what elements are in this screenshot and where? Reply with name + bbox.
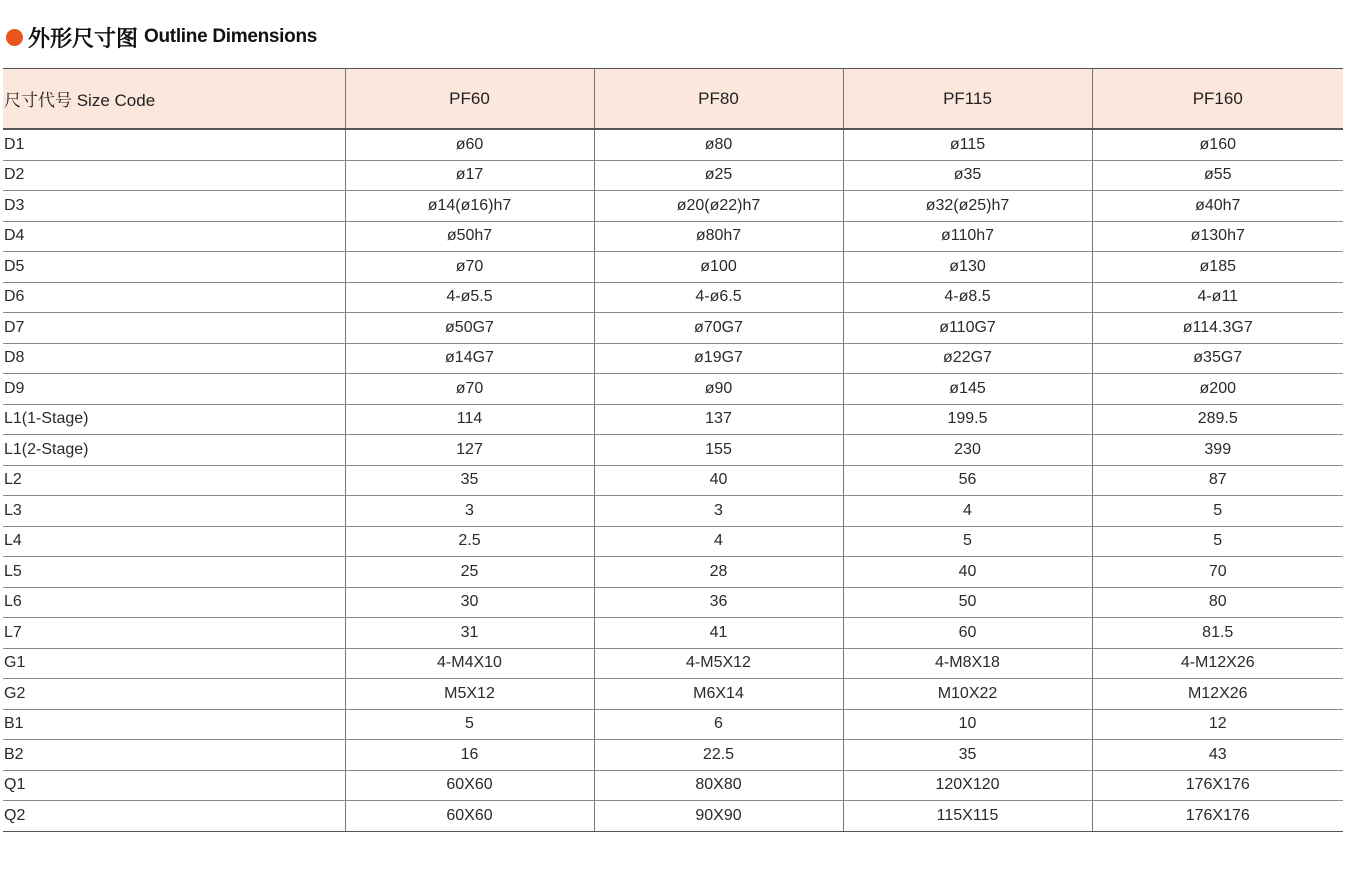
table-row <box>3 587 1343 618</box>
table-cell: ø130 <box>843 252 1092 283</box>
table-cell: 4 <box>594 526 843 557</box>
table-cell: ø145 <box>843 374 1092 405</box>
table-row <box>3 648 1343 679</box>
table-cell: 4-ø5.5 <box>345 282 594 313</box>
table-cell: 5 <box>843 526 1092 557</box>
table-cell: ø70 <box>345 374 594 405</box>
table-cell: 80X80 <box>594 770 843 801</box>
table-row <box>3 404 1343 435</box>
header-model-1: PF60 <box>345 69 594 130</box>
table-cell: ø70 <box>345 252 594 283</box>
table-row <box>3 343 1343 374</box>
table-cell: 3 <box>345 496 594 527</box>
table-cell: ø80 <box>594 129 843 160</box>
row-label: L5 <box>3 557 345 588</box>
table-cell: ø110h7 <box>843 221 1092 252</box>
table-cell: ø100 <box>594 252 843 283</box>
table-cell: ø35 <box>843 160 1092 191</box>
table-cell: 35 <box>843 740 1092 771</box>
title-english: Outline Dimensions <box>144 26 318 47</box>
table-cell: ø17 <box>345 160 594 191</box>
table-cell: 80 <box>1092 587 1343 618</box>
table-row <box>3 557 1343 588</box>
table-cell: ø115 <box>843 129 1092 160</box>
header-model-2: PF80 <box>594 69 843 130</box>
table-cell: ø14(ø16)h7 <box>345 191 594 222</box>
dimensions-table <box>3 68 1343 832</box>
table-cell: M12X26 <box>1092 679 1343 710</box>
row-label: D2 <box>3 160 345 191</box>
table-header <box>3 69 1343 130</box>
section-title <box>6 22 317 52</box>
table-cell: 36 <box>594 587 843 618</box>
table-cell: 10 <box>843 709 1092 740</box>
header-row <box>3 69 1343 130</box>
row-label: B2 <box>3 740 345 771</box>
table-cell: ø20(ø22)h7 <box>594 191 843 222</box>
row-label: G2 <box>3 679 345 710</box>
table-cell: 70 <box>1092 557 1343 588</box>
row-label: L3 <box>3 496 345 527</box>
table-cell: 199.5 <box>843 404 1092 435</box>
row-label: D1 <box>3 129 345 160</box>
row-label: L1(1-Stage) <box>3 404 345 435</box>
orange-bullet-icon <box>6 29 23 46</box>
table-cell: 4-ø6.5 <box>594 282 843 313</box>
row-label: B1 <box>3 709 345 740</box>
table-cell: 5 <box>1092 496 1343 527</box>
header-model-4: PF160 <box>1092 69 1343 130</box>
table-cell: ø200 <box>1092 374 1343 405</box>
table-cell: 6 <box>594 709 843 740</box>
table-cell: ø25 <box>594 160 843 191</box>
table-row <box>3 435 1343 466</box>
table-cell: 25 <box>345 557 594 588</box>
table-cell: 5 <box>1092 526 1343 557</box>
table-cell: 4-M8X18 <box>843 648 1092 679</box>
table-cell: 4-ø11 <box>1092 282 1343 313</box>
table-row <box>3 160 1343 191</box>
table-row <box>3 129 1343 160</box>
table-cell: ø130h7 <box>1092 221 1343 252</box>
table-cell: 4-M5X12 <box>594 648 843 679</box>
row-label: Q2 <box>3 801 345 832</box>
table-cell: 87 <box>1092 465 1343 496</box>
table-body <box>3 129 1343 831</box>
table-cell: ø35G7 <box>1092 343 1343 374</box>
table-cell: 5 <box>345 709 594 740</box>
table-cell: ø160 <box>1092 129 1343 160</box>
table-row <box>3 282 1343 313</box>
table-cell: ø32(ø25)h7 <box>843 191 1092 222</box>
table-cell: ø50G7 <box>345 313 594 344</box>
table-cell: 16 <box>345 740 594 771</box>
table-row <box>3 374 1343 405</box>
row-label: D3 <box>3 191 345 222</box>
table-cell: ø14G7 <box>345 343 594 374</box>
table-cell: 22.5 <box>594 740 843 771</box>
table-row <box>3 496 1343 527</box>
row-label: L4 <box>3 526 345 557</box>
table-row <box>3 313 1343 344</box>
table-cell: 114 <box>345 404 594 435</box>
table-cell: 4-ø8.5 <box>843 282 1092 313</box>
table-cell: 60X60 <box>345 770 594 801</box>
header-size-code: 尺寸代号 Size Code <box>3 69 345 130</box>
table-cell: ø22G7 <box>843 343 1092 374</box>
table-cell: 28 <box>594 557 843 588</box>
table-cell: 4 <box>843 496 1092 527</box>
header-model-3: PF115 <box>843 69 1092 130</box>
row-label: L7 <box>3 618 345 649</box>
table-cell: 4-M4X10 <box>345 648 594 679</box>
table-row <box>3 252 1343 283</box>
table-cell: ø110G7 <box>843 313 1092 344</box>
table-cell: 50 <box>843 587 1092 618</box>
table-cell: M6X14 <box>594 679 843 710</box>
table-cell: 289.5 <box>1092 404 1343 435</box>
table-row <box>3 465 1343 496</box>
table-cell: 4-M12X26 <box>1092 648 1343 679</box>
table-row <box>3 770 1343 801</box>
table-cell: ø90 <box>594 374 843 405</box>
row-label: D4 <box>3 221 345 252</box>
table-cell: M10X22 <box>843 679 1092 710</box>
row-label: Q1 <box>3 770 345 801</box>
row-label: G1 <box>3 648 345 679</box>
row-label: L1(2-Stage) <box>3 435 345 466</box>
table-cell: ø60 <box>345 129 594 160</box>
table-cell: ø70G7 <box>594 313 843 344</box>
row-label: L6 <box>3 587 345 618</box>
table-row <box>3 221 1343 252</box>
table-row <box>3 618 1343 649</box>
table-row <box>3 191 1343 222</box>
table-cell: 60X60 <box>345 801 594 832</box>
table-cell: 30 <box>345 587 594 618</box>
table-row <box>3 801 1343 832</box>
row-label: D9 <box>3 374 345 405</box>
row-label: D5 <box>3 252 345 283</box>
table-cell: 31 <box>345 618 594 649</box>
table-row <box>3 526 1343 557</box>
table-cell: 40 <box>843 557 1092 588</box>
table-cell: ø50h7 <box>345 221 594 252</box>
table-row <box>3 740 1343 771</box>
table-cell: 40 <box>594 465 843 496</box>
table-cell: ø114.3G7 <box>1092 313 1343 344</box>
table-cell: 12 <box>1092 709 1343 740</box>
table-cell: ø19G7 <box>594 343 843 374</box>
table-cell: 137 <box>594 404 843 435</box>
table-cell: 115X115 <box>843 801 1092 832</box>
table-cell: 120X120 <box>843 770 1092 801</box>
table-cell: 2.5 <box>345 526 594 557</box>
table-cell: 155 <box>594 435 843 466</box>
table-cell: ø55 <box>1092 160 1343 191</box>
row-label: L2 <box>3 465 345 496</box>
table-cell: 90X90 <box>594 801 843 832</box>
table-cell: 35 <box>345 465 594 496</box>
table-cell: ø185 <box>1092 252 1343 283</box>
row-label: D8 <box>3 343 345 374</box>
table-cell: 41 <box>594 618 843 649</box>
table-cell: 81.5 <box>1092 618 1343 649</box>
table-cell: 60 <box>843 618 1092 649</box>
table-cell: 230 <box>843 435 1092 466</box>
table-row <box>3 709 1343 740</box>
title-chinese: 外形尺寸图 <box>28 26 139 52</box>
table-cell: 127 <box>345 435 594 466</box>
table-cell: 399 <box>1092 435 1343 466</box>
table-cell: 43 <box>1092 740 1343 771</box>
table-cell: 56 <box>843 465 1092 496</box>
table-cell: ø80h7 <box>594 221 843 252</box>
table-cell: ø40h7 <box>1092 191 1343 222</box>
row-label: D6 <box>3 282 345 313</box>
table-cell: 176X176 <box>1092 770 1343 801</box>
table-cell: M5X12 <box>345 679 594 710</box>
table-cell: 3 <box>594 496 843 527</box>
row-label: D7 <box>3 313 345 344</box>
table-cell: 176X176 <box>1092 801 1343 832</box>
table-row <box>3 679 1343 710</box>
